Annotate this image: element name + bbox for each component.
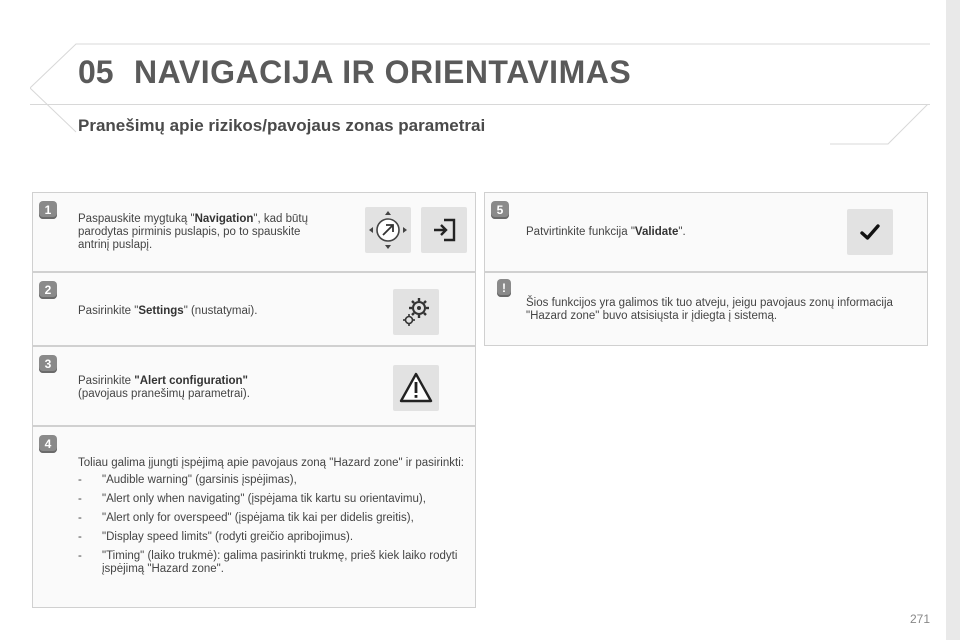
list-item: - "Alert only for overspeed" (įspėjama tik kai per didelis greitis), [78, 512, 414, 524]
step-5-badge: 5 [491, 201, 509, 219]
section-title: Pranešimų apie rizikos/pavojaus zonas parametrai [78, 116, 486, 135]
section-corner-decoration [830, 104, 930, 146]
step-2-box [32, 272, 476, 346]
secondary-page-tile [421, 207, 467, 253]
checkmark-icon [859, 221, 881, 243]
hazard-options-list [78, 474, 470, 576]
step-1-badge: 1 [39, 201, 57, 219]
step-2-text: Pasirinkite "Settings" (nustatymai). [78, 305, 258, 317]
page-number: 271 [909, 612, 930, 626]
warning-triangle-icon [399, 372, 433, 404]
note-box [484, 272, 928, 346]
settings-button-tile [393, 289, 439, 335]
step-3-box [32, 346, 476, 426]
note-badge: ! [497, 279, 511, 297]
step-3-text: Pasirinkite "Alert configuration" (pavojaus pranešimų parametrai). [78, 375, 250, 400]
list-item: - "Audible warning" (garsinis įspėjimas), [78, 474, 297, 486]
secondary-page-icon [430, 216, 458, 244]
header-divider [30, 104, 930, 105]
validate-button-tile [847, 209, 893, 255]
step-4-text [78, 457, 470, 582]
step-4-intro: Toliau galima įjungti įspėjimą apie pavojaus zoną "Hazard zone" ir pasirinkti: [78, 457, 464, 469]
step-4-box [32, 426, 476, 608]
step-4-badge: 4 [39, 435, 57, 453]
chapter-number: 05 [78, 54, 114, 90]
list-item: - "Display speed limits" (rodyti greičio apribojimus). [78, 531, 354, 543]
step-1-text: Paspauskite mygtuką "Navigation", kad būtų parodytas pirminis puslapis, po to spauskite antrinį puslapį. [78, 213, 308, 251]
navigation-button-tile [365, 207, 411, 253]
step-5-text: Patvirtinkite funkcija "Validate". [526, 226, 686, 238]
chapter-title: NAVIGACIJA IR ORIENTAVIMAS [134, 54, 632, 90]
page-side-strip [946, 0, 960, 640]
step-5-box [484, 192, 928, 272]
gears-icon [399, 295, 433, 329]
alert-configuration-tile [393, 365, 439, 411]
step-1-box [32, 192, 476, 272]
navigation-joystick-icon [366, 208, 410, 252]
note-text: Šios funkcijos yra galimos tik tuo atveju, jeigu pavojaus zonų informacija "Hazard zone" buvo atsisiųsta ir įdiegta į sistemą. [526, 297, 893, 322]
list-item: - "Timing" (laiko trukmė): galima pasirinkti trukmę, prieš kiek laiko rodyti įspėjimą "Hazard zone". [78, 550, 458, 575]
step-2-badge: 2 [39, 281, 57, 299]
step-3-badge: 3 [39, 355, 57, 373]
list-item: - "Alert only when navigating" (įspėjama tik kartu su orientavimu), [78, 493, 426, 505]
